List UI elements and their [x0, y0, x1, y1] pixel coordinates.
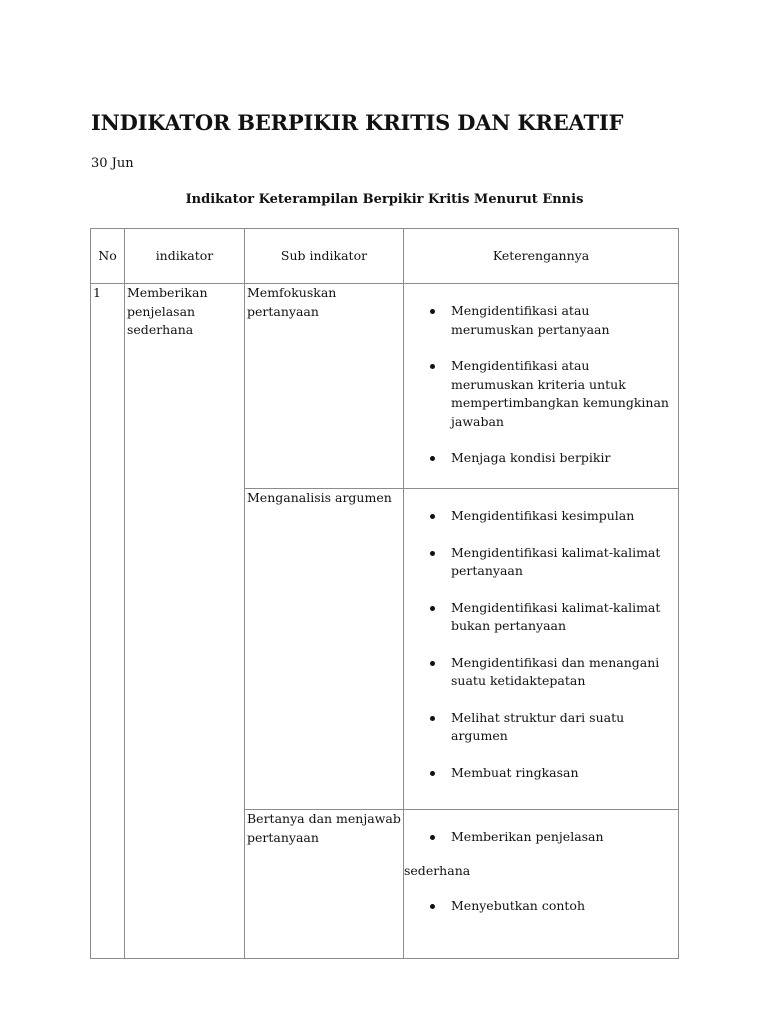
header-sub-indikator: Sub indikator: [245, 229, 404, 284]
list-item: Mengidentifikasi atau merumuskan kriteria untuk mempertimbangkan kemungkinan jawaban: [451, 357, 676, 431]
list-item: Membuat ringkasan: [451, 764, 676, 783]
continuation-text: sederhana: [404, 862, 471, 878]
post-date: 30 Jun: [91, 156, 134, 171]
list-item: Mengidentifikasi kalimat-kalimat pertanyaan: [451, 544, 676, 581]
cell-no: 1: [91, 284, 125, 959]
cell-sub-indikator: Menganalisis argumen: [245, 489, 404, 810]
list-item: Menjaga kondisi berpikir: [451, 449, 676, 468]
cell-sub-indikator: Bertanya dan menjawab pertanyaan: [245, 810, 404, 959]
keterangan-list: [406, 507, 676, 782]
indicator-table: [90, 228, 679, 959]
list-item: Mengidentifikasi dan menangani suatu ketidaktepatan: [451, 654, 676, 691]
header-indikator: indikator: [125, 229, 245, 284]
list-item: Mengidentifikasi kesimpulan: [451, 507, 676, 526]
list-item: Melihat struktur dari suatu argumen: [451, 709, 676, 746]
header-keterangan: Keterengannya: [404, 229, 679, 284]
keterangan-list: [406, 302, 676, 468]
list-item: Menyebutkan contoh: [451, 897, 676, 916]
cell-keterangan: [404, 284, 679, 489]
keterangan-list: [406, 828, 676, 847]
cell-sub-indikator: Memfokuskan pertanyaan: [245, 284, 404, 489]
list-item: Mengidentifikasi kalimat-kalimat bukan pertanyaan: [451, 599, 676, 636]
table-row: [91, 284, 679, 489]
cell-keterangan: [404, 810, 679, 959]
table-header-row: [91, 229, 679, 284]
cell-indikator: Memberikan penjelasan sederhana: [125, 284, 245, 959]
keterangan-list: [406, 897, 676, 916]
table-caption: Indikator Keterampilan Berpikir Kritis Menurut Ennis: [185, 192, 584, 207]
header-no: No: [91, 229, 125, 284]
list-item: Memberikan penjelasan: [451, 828, 676, 847]
cell-keterangan: [404, 489, 679, 810]
list-item: Mengidentifikasi atau merumuskan pertanyaan: [451, 302, 676, 339]
page-title: INDIKATOR BERPIKIR KRITIS DAN KREATIF: [91, 110, 624, 135]
